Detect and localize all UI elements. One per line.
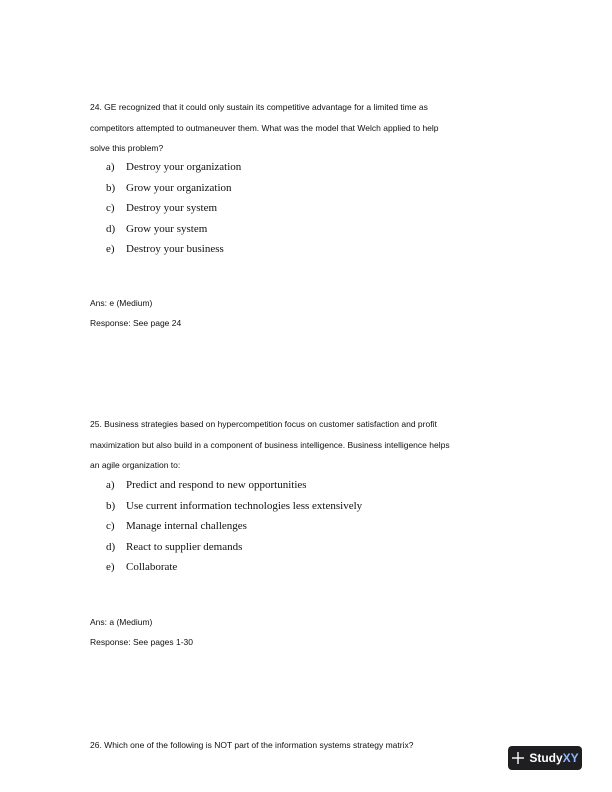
question-25-answer bbox=[90, 612, 193, 652]
studyxy-badge[interactable] bbox=[508, 746, 582, 770]
brand-name: StudyXY bbox=[529, 751, 579, 765]
option-item: c) Manage internal challenges bbox=[106, 520, 247, 533]
option-item: b) Use current information technologies less extensively bbox=[106, 499, 363, 512]
option-item: b) Grow your organization bbox=[106, 181, 232, 194]
option-item: d) Grow your system bbox=[106, 222, 208, 235]
question-line: an agile organization to: bbox=[90, 460, 181, 470]
question-25-stem bbox=[90, 414, 530, 476]
response-text: Response: See pages 1-30 bbox=[90, 637, 194, 647]
question-24-options bbox=[106, 157, 241, 260]
option-item: a) Destroy your organization bbox=[106, 161, 242, 173]
question-26-stem bbox=[90, 735, 530, 756]
question-25-options bbox=[106, 475, 362, 578]
question-line: maximization but also build in a component of business intelligence. Business intelligence helps bbox=[90, 439, 450, 450]
question-24-answer bbox=[90, 293, 181, 333]
option-item: e) Collaborate bbox=[106, 561, 178, 574]
answer-text: Ans: a (Medium) bbox=[90, 617, 153, 627]
response-text: Response: See page 24 bbox=[90, 318, 182, 328]
option-item: a) Predict and respond to new opportunities bbox=[106, 479, 307, 491]
option-item: e) Destroy your business bbox=[106, 243, 224, 256]
question-line: 26. Which one of the following is NOT part of the information systems strategy matrix? bbox=[90, 740, 414, 750]
option-item: d) React to supplier demands bbox=[106, 540, 243, 553]
option-item: c) Destroy your system bbox=[106, 202, 218, 215]
plus-icon bbox=[511, 751, 525, 765]
question-line: solve this problem? bbox=[90, 143, 164, 153]
question-line: 25. Business strategies based on hypercompetition focus on customer satisfaction and profit bbox=[90, 419, 437, 429]
question-24-stem bbox=[90, 97, 530, 159]
question-line: competitors attempted to outmaneuver them. What was the model that Welch applied to help bbox=[90, 122, 439, 133]
question-line: 24. GE recognized that it could only sustain its competitive advantage for a limited time as bbox=[90, 102, 428, 112]
answer-text: Ans: e (Medium) bbox=[90, 298, 153, 308]
